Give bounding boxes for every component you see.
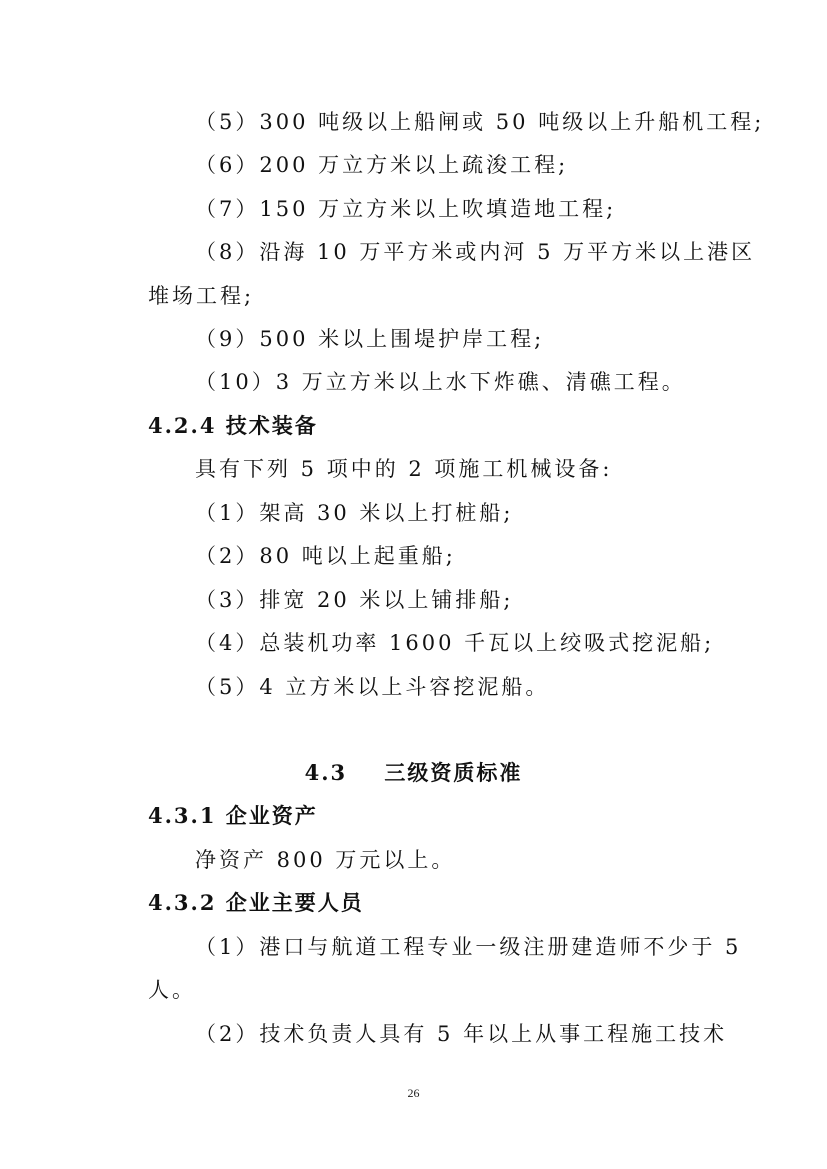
list-item: （6）200 万立方米以上疏浚工程; <box>195 153 569 177</box>
paragraph: 具有下列 5 项中的 2 项施工机械设备: <box>195 457 613 481</box>
list-item: （10）3 万立方米以上水下炸礁、清礁工程。 <box>195 370 686 394</box>
paragraph: 净资产 800 万元以上。 <box>195 848 456 872</box>
list-item: （7）150 万立方米以上吹填造地工程; <box>195 197 617 221</box>
list-item: （5）4 立方米以上斗容挖泥船。 <box>195 675 550 699</box>
chapter-heading: 4.3 三级资质标准 <box>304 760 523 785</box>
page-number: 26 <box>407 1086 420 1100</box>
list-item: （2）技术负责人具有 5 年以上从事工程施工技术 <box>195 1022 728 1046</box>
list-item-continuation: 人。 <box>148 978 196 1002</box>
section-heading: 4.3.2 企业主要人员 <box>148 890 364 915</box>
list-item: （1）港口与航道工程专业一级注册建造师不少于 5 <box>195 935 742 959</box>
list-item: （5）300 吨级以上船闸或 50 吨级以上升船机工程; <box>195 110 765 134</box>
list-item: （8）沿海 10 万平方米或内河 5 万平方米以上港区 <box>195 240 756 264</box>
list-item: （2）80 吨以上起重船; <box>195 544 456 568</box>
list-item-continuation: 堆场工程; <box>148 284 255 308</box>
section-heading: 4.3.1 企业资产 <box>148 803 318 828</box>
list-item: （4）总装机功率 1600 千瓦以上绞吸式挖泥船; <box>195 631 715 655</box>
section-heading: 4.2.4 技术装备 <box>148 413 318 438</box>
list-item: （1）架高 30 米以上打桩船; <box>195 501 514 525</box>
list-item: （3）排宽 20 米以上铺排船; <box>195 588 514 612</box>
list-item: （9）500 米以上围堤护岸工程; <box>195 327 545 351</box>
